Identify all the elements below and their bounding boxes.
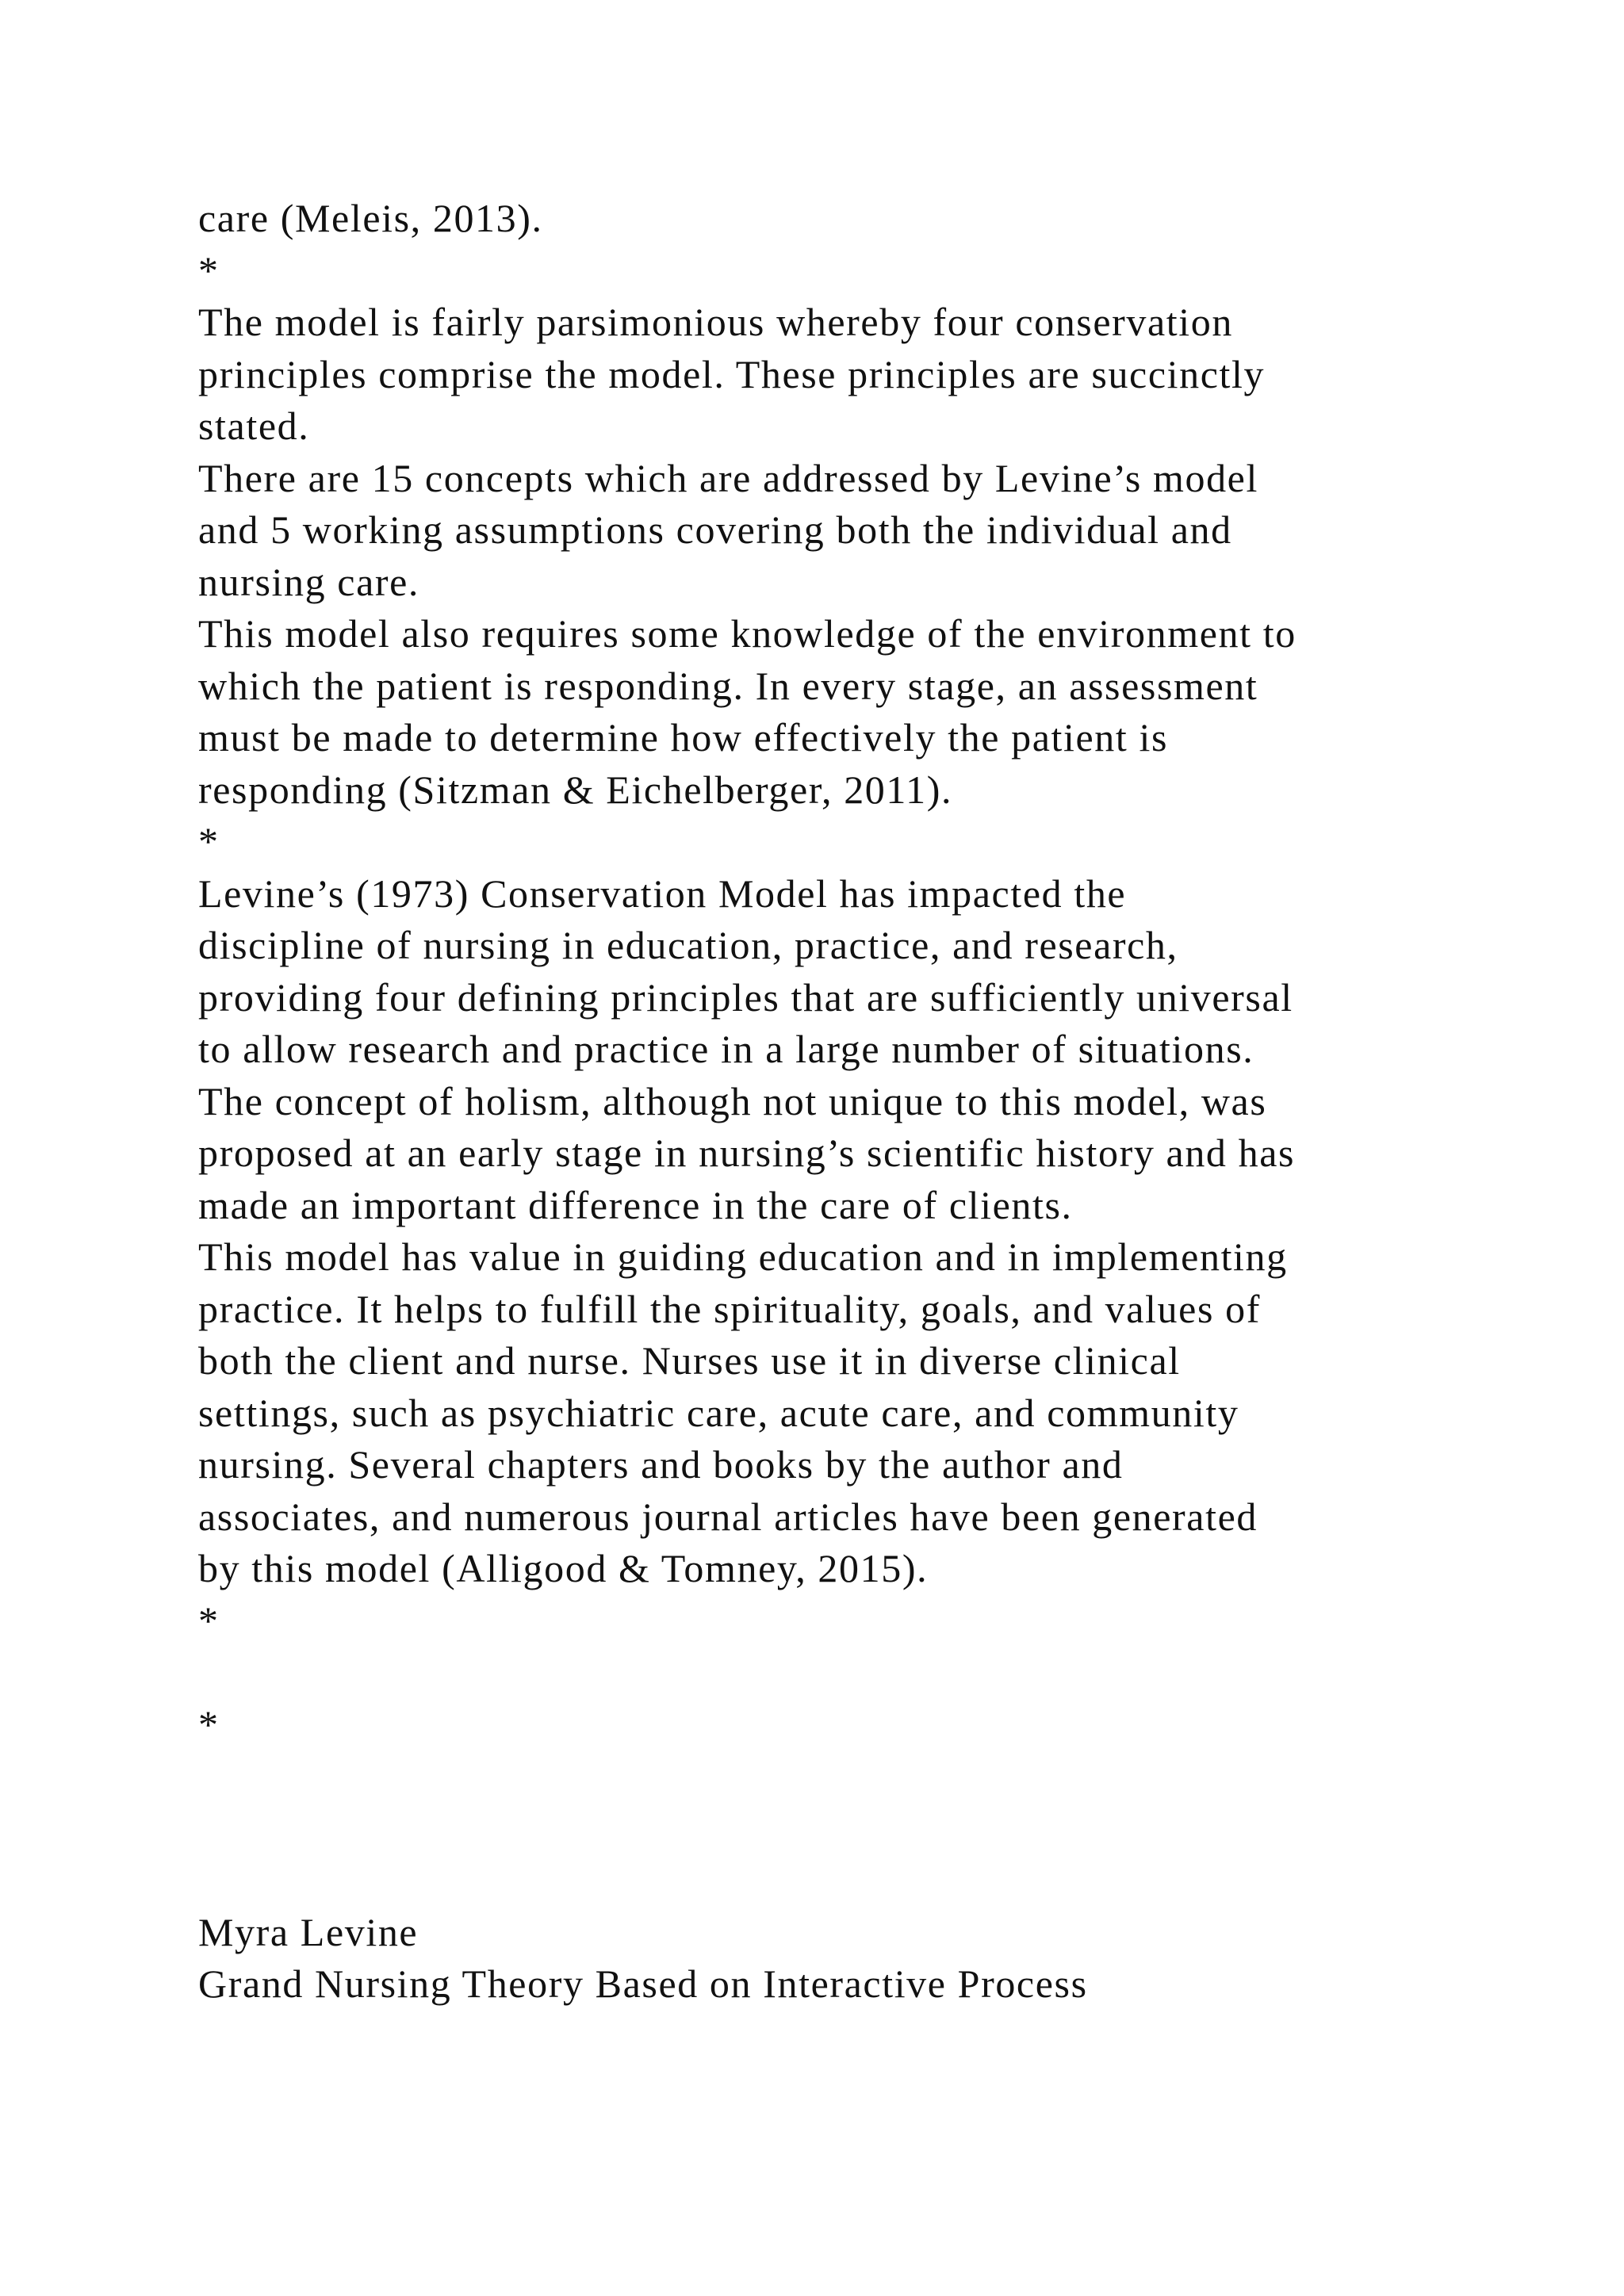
text-line: care (Meleis, 2013). [198,196,543,240]
text-line: nursing care. [198,559,420,604]
text-line: There are 15 concepts which are addressed by Levine’s model [198,455,1258,500]
text-line: The model is fairly parsimonious whereby four conservation [198,300,1233,344]
text-line: This model has value in guiding education and in implementing [198,1234,1288,1279]
text-line: Levine’s (1973) Conservation Model has impacted the [198,871,1127,916]
separator-asterisk: * [198,819,220,863]
text-line: settings, such as psychiatric care, acute care, and community [198,1390,1239,1435]
text-line: by this model (Alligood & Tomney, 2015). [198,1546,929,1590]
text-line: must be made to determine how effectively the patient is [198,715,1169,760]
text-line: and 5 working assumptions covering both the individual and [198,507,1232,552]
text-line: This model also requires some knowledge of the environment to [198,611,1297,656]
text-line: practice. It helps to fulfill the spirituality, goals, and values of [198,1286,1261,1331]
text-line: providing four defining principles that are sufficiently universal [198,974,1293,1020]
blank-line [198,1647,1467,1699]
text-line: discipline of nursing in education, practice, and research, [198,923,1178,967]
blank-line [198,1803,1467,1855]
text-line: associates, and numerous journal articles have been generated [198,1494,1258,1539]
text-line: both the client and nurse. Nurses use it in diverse clinical [198,1338,1181,1383]
text-line: The concept of holism, although not unique to this model, was [198,1078,1267,1123]
separator-asterisk: * [198,1598,220,1643]
separator-asterisk: * [198,1701,220,1747]
document-text [198,193,1467,2011]
text-line: proposed at an early stage in nursing’s scientific history and has [198,1131,1296,1175]
section-subtitle: Grand Nursing Theory Based on Interactive Process [198,1961,1088,2006]
text-line: responding (Sitzman & Eichelberger, 2011). [198,767,953,812]
text-line: nursing. Several chapters and books by the author and [198,1442,1124,1487]
separator-asterisk: * [198,247,220,293]
text-line: which the patient is responding. In every stage, an assessment [198,663,1258,708]
text-line: to allow research and practice in a large number of situations. [198,1027,1254,1071]
text-line: stated. [198,404,310,448]
blank-line [198,1854,1467,1907]
section-author: Myra Levine [198,1909,419,1954]
blank-line [198,1751,1467,1803]
text-line: principles comprise the model. These principles are succinctly [198,351,1266,396]
text-line: made an important difference in the care of clients. [198,1182,1073,1227]
